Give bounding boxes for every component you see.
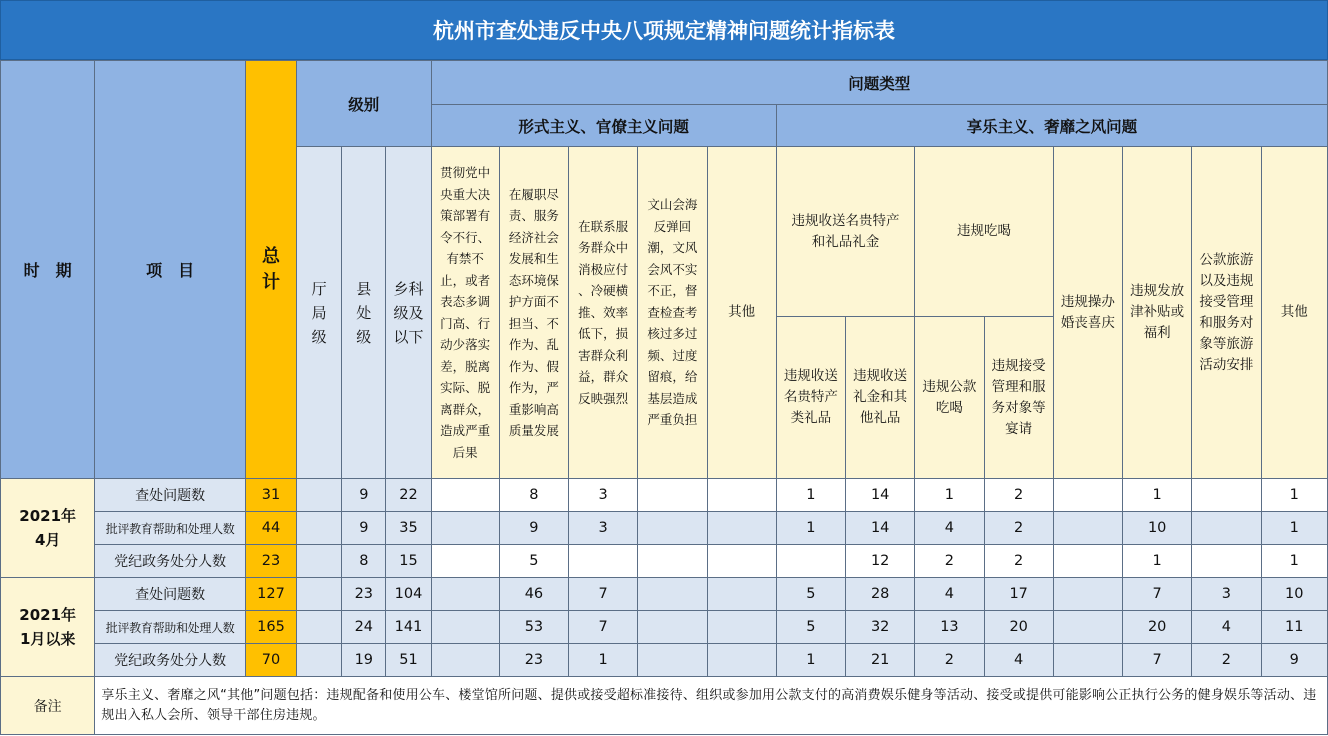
cell xyxy=(297,644,342,677)
cell: 11 xyxy=(1261,611,1327,644)
cell: 9 xyxy=(499,512,568,545)
row-item: 党纪政务处分人数 xyxy=(95,545,246,578)
cell xyxy=(297,545,342,578)
row-item: 党纪政务处分人数 xyxy=(95,644,246,677)
cell: 1 xyxy=(776,644,845,677)
sheet-title: 杭州市查处违反中央八项规定精神问题统计指标表 xyxy=(0,0,1328,60)
cell xyxy=(638,512,707,545)
cell: 28 xyxy=(846,578,915,611)
row-item: 批评教育帮助和处理人数 xyxy=(95,512,246,545)
cell: 20 xyxy=(984,611,1053,644)
cell xyxy=(1053,512,1122,545)
cell: 24 xyxy=(342,611,386,644)
hedonism-col-travel: 公款旅游 以及违规 接受管理 和服务对 象等旅游 活动安排 xyxy=(1192,147,1261,479)
formalism-group-header: 形式主义、官僚主义问题 xyxy=(431,105,776,147)
cell: 104 xyxy=(386,578,431,611)
table-row xyxy=(1,545,1328,578)
cell: 2 xyxy=(984,479,1053,512)
table-row xyxy=(1,512,1328,545)
cell: 1 xyxy=(776,479,845,512)
hedonism-col-allowance: 违规发放 津补贴或 福利 xyxy=(1123,147,1192,479)
cell: 4 xyxy=(984,644,1053,677)
cell xyxy=(431,578,499,611)
cell: 13 xyxy=(915,611,984,644)
formalism-col-2: 在履职尽 责、服务 经济社会 发展和生 态环境保 护方面不 担当、不 作为、乱 作为、假 作为，严 重影响高 质量发展 xyxy=(499,147,568,479)
cell: 3 xyxy=(569,479,638,512)
cell: 8 xyxy=(499,479,568,512)
cell: 5 xyxy=(499,545,568,578)
stats-table xyxy=(0,60,1328,735)
cell: 21 xyxy=(846,644,915,677)
problem-type-header: 问题类型 xyxy=(431,61,1327,105)
cell xyxy=(707,644,776,677)
cell: 3 xyxy=(1192,578,1261,611)
cell: 4 xyxy=(915,512,984,545)
row-item: 批评教育帮助和处理人数 xyxy=(95,611,246,644)
gift-col-specialty: 违规收送 名贵特产 类礼品 xyxy=(776,317,845,479)
cell xyxy=(1192,512,1261,545)
cell: 19 xyxy=(342,644,386,677)
cell: 8 xyxy=(342,545,386,578)
cell: 9 xyxy=(1261,644,1327,677)
cell: 10 xyxy=(1261,578,1327,611)
cell: 14 xyxy=(846,479,915,512)
formalism-col-4: 文山会海 反弹回 潮，文风 会风不实 不正，督 查检查考 核过多过 频、过度 留痕，给 基层造成 严重负担 xyxy=(638,147,707,479)
row-item: 查处问题数 xyxy=(95,578,246,611)
level-col-xiang: 乡科 级及 以下 xyxy=(386,147,431,479)
dining-col-banquet: 违规接受 管理和服 务对象等 宴请 xyxy=(984,317,1053,479)
cell xyxy=(638,578,707,611)
cell xyxy=(297,479,342,512)
hedonism-col-other: 其他 xyxy=(1261,147,1327,479)
cell xyxy=(776,545,845,578)
cell: 7 xyxy=(569,578,638,611)
formalism-col-3: 在联系服 务群众中 消极应付 、冷硬横 推、效率 低下，损 害群众利 益，群众 反映强烈 xyxy=(569,147,638,479)
cell xyxy=(638,479,707,512)
cell: 1 xyxy=(1123,545,1192,578)
total-header: 总 计 xyxy=(245,61,296,479)
cell xyxy=(431,611,499,644)
cell: 4 xyxy=(915,578,984,611)
cell: 9 xyxy=(342,512,386,545)
cell: 141 xyxy=(386,611,431,644)
cell xyxy=(297,578,342,611)
cell xyxy=(707,578,776,611)
hedonism-col-wedding: 违规操办 婚丧喜庆 xyxy=(1053,147,1122,479)
note-text: 享乐主义、奢靡之风“其他”问题包括：违规配备和使用公车、楼堂馆所问题、提供或接受超标准接待、组织或参加用公款支付的高消费娱乐健身等活动、接受或提供可能影响公正执行公务的健身娱乐等活动、违规出入私人会所、领导干部住房违规。 xyxy=(95,677,1328,735)
cell xyxy=(431,479,499,512)
dining-group-header: 违规吃喝 xyxy=(915,147,1054,317)
cell: 22 xyxy=(386,479,431,512)
cell xyxy=(1192,545,1261,578)
cell xyxy=(1053,644,1122,677)
cell xyxy=(431,512,499,545)
cell: 46 xyxy=(499,578,568,611)
cell: 17 xyxy=(984,578,1053,611)
cell xyxy=(1053,479,1122,512)
table-row xyxy=(1,644,1328,677)
cell xyxy=(638,545,707,578)
level-col-ting: 厅 局 级 xyxy=(297,147,342,479)
period-label: 2021年 4月 xyxy=(1,479,95,578)
cell xyxy=(569,545,638,578)
row-total: 31 xyxy=(245,479,296,512)
cell: 1 xyxy=(1261,545,1327,578)
cell: 23 xyxy=(499,644,568,677)
cell: 5 xyxy=(776,578,845,611)
row-total: 23 xyxy=(245,545,296,578)
cell: 14 xyxy=(846,512,915,545)
cell: 1 xyxy=(776,512,845,545)
cell: 20 xyxy=(1123,611,1192,644)
row-total: 127 xyxy=(245,578,296,611)
cell: 23 xyxy=(342,578,386,611)
cell: 4 xyxy=(1192,611,1261,644)
row-total: 44 xyxy=(245,512,296,545)
cell xyxy=(707,545,776,578)
hedonism-group-header: 享乐主义、奢靡之风问题 xyxy=(776,105,1327,147)
gift-group-header: 违规收送名贵特产 和礼品礼金 xyxy=(776,147,915,317)
level-group-header: 级别 xyxy=(297,61,431,147)
row-item: 查处问题数 xyxy=(95,479,246,512)
cell xyxy=(1053,611,1122,644)
row-total: 70 xyxy=(245,644,296,677)
period-header: 时 期 xyxy=(1,61,95,479)
cell: 35 xyxy=(386,512,431,545)
table-row xyxy=(1,479,1328,512)
cell: 53 xyxy=(499,611,568,644)
table-row xyxy=(1,611,1328,644)
period-label: 2021年 1月以来 xyxy=(1,578,95,677)
cell: 3 xyxy=(569,512,638,545)
cell: 32 xyxy=(846,611,915,644)
note-label: 备注 xyxy=(1,677,95,735)
cell: 2 xyxy=(984,512,1053,545)
cell: 2 xyxy=(984,545,1053,578)
cell xyxy=(707,611,776,644)
cell: 7 xyxy=(1123,578,1192,611)
cell: 1 xyxy=(1261,512,1327,545)
formalism-col-other: 其他 xyxy=(707,147,776,479)
cell: 7 xyxy=(1123,644,1192,677)
cell xyxy=(431,644,499,677)
cell xyxy=(1053,545,1122,578)
cell: 10 xyxy=(1123,512,1192,545)
cell: 9 xyxy=(342,479,386,512)
item-header: 项 目 xyxy=(95,61,246,479)
cell xyxy=(707,479,776,512)
dining-col-public: 违规公款 吃喝 xyxy=(915,317,984,479)
cell: 2 xyxy=(915,545,984,578)
cell: 7 xyxy=(569,611,638,644)
cell: 1 xyxy=(1261,479,1327,512)
cell xyxy=(707,512,776,545)
cell xyxy=(431,545,499,578)
table-row xyxy=(1,578,1328,611)
cell: 2 xyxy=(915,644,984,677)
gift-col-cash: 违规收送 礼金和其 他礼品 xyxy=(846,317,915,479)
cell xyxy=(638,611,707,644)
cell: 1 xyxy=(915,479,984,512)
cell: 12 xyxy=(846,545,915,578)
cell: 1 xyxy=(1123,479,1192,512)
cell: 5 xyxy=(776,611,845,644)
row-total: 165 xyxy=(245,611,296,644)
cell xyxy=(638,644,707,677)
cell xyxy=(297,512,342,545)
cell xyxy=(297,611,342,644)
cell: 2 xyxy=(1192,644,1261,677)
cell: 51 xyxy=(386,644,431,677)
cell: 15 xyxy=(386,545,431,578)
cell xyxy=(1192,479,1261,512)
cell xyxy=(1053,578,1122,611)
level-col-xian: 县 处 级 xyxy=(342,147,386,479)
formalism-col-1: 贯彻党中 央重大决 策部署有 令不行、 有禁不 止，或者 表态多调 门高、行 动少落实 差，脱离 实际、脱 离群众， 造成严重 后果 xyxy=(431,147,499,479)
cell: 1 xyxy=(569,644,638,677)
